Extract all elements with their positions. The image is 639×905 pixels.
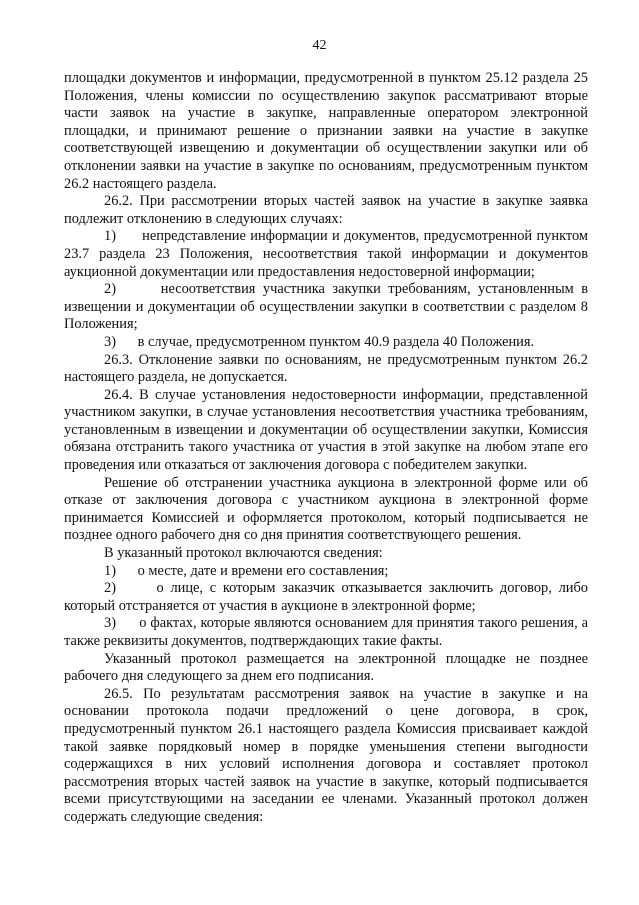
paragraph-protocol-intro: В указанный протокол включаются сведения: [104, 545, 383, 562]
list-item-1: 1) непредставление информации и документов, предусмотренной пунктом 23.7 раздела 23 Положения, несоответствия такой информации и документов аукционной документации или предоставления недостоверной информации; [64, 228, 588, 280]
paragraph-continuation: площадки документов и информации, предусмотренной в пунктом 25.12 раздела 25 Положения, члены комиссии по осуществлению закупок рассматривают вторые части заявок на участие в закупке, направленные оператором электронной площадки, и принимают решение о признании заявки на участие в закупке соответствующей извещению и документации об осуществлении закупки или об отклонении заявки на участие в закупке по основаниям, предусмотренным пунктом 26.2 настоящего раздела. [64, 70, 588, 192]
protocol-item-3: 3) о фактах, которые являются основанием для принятия такого решения, а также реквизиты документов, подтверждающих такие факты. [64, 615, 588, 649]
paragraph-decision: Решение об отстранении участника аукциона в электронной форме или об отказе от заключения договора с участником аукциона в электронной форме принимается Комиссией и оформляется протоколом, который подписывается не позднее одного рабочего дня со дня принятия соответствующего решения. [64, 474, 588, 544]
document-body [64, 70, 588, 827]
paragraph-26-3: 26.3. Отклонение заявки по основаниям, не предусмотренным пунктом 26.2 настоящего раздела, не допускается. [64, 351, 588, 386]
protocol-item-1: 1) о месте, дате и времени его составления; [104, 562, 389, 579]
paragraph-26-2: 26.2. При рассмотрении вторых частей заявок на участие в закупке заявка подлежит отклонению в следующих случаях: [64, 193, 588, 227]
list-item-2: 2) несоответствия участника закупки требованиям, установленным в извещении и документации об осуществлении закупки в соответствии с разделом 8 Положения; [64, 281, 588, 333]
paragraph-26-5: 26.5. По результатам рассмотрения заявок на участие в закупке и на основании протокола подачи предложений о цене договора, в срок, предусмотренный пунктом 26.1 настоящего раздела Комиссия присваивает каждой такой заявке порядковый номер в порядке уменьшения степени выгодности содержащихся в них условий исполнения договора и составляет протокол рассмотрения вторых частей заявок на участие в закупке, который подписывается всеми присутствующими на заседании ее членами. Указанный протокол должен содержать следующие сведения: [64, 685, 588, 825]
paragraph-26-4: 26.4. В случае установления недостоверности информации, представленной участником закупки, в случае установления несоответствия участника требованиям, установленным в извещении и документации об осуществлении закупки, Комиссия обязана отстранить такого участника от участия в этой закупке на любом этапе его проведения или отказаться от заключения договора с победителем закупки. [64, 386, 588, 474]
paragraph-protocol-placement: Указанный протокол размещается на электронной площадке не позднее рабочего дня следующего за днем его подписания. [64, 650, 588, 685]
list-item-3: 3) в случае, предусмотренном пунктом 40.9 раздела 40 Положения. [104, 333, 535, 350]
protocol-item-2: 2) о лице, с которым заказчик отказывается заключить договор, либо который отстраняется от участия в аукционе в электронной форме; [64, 580, 588, 614]
page-number: 42 [312, 38, 327, 53]
